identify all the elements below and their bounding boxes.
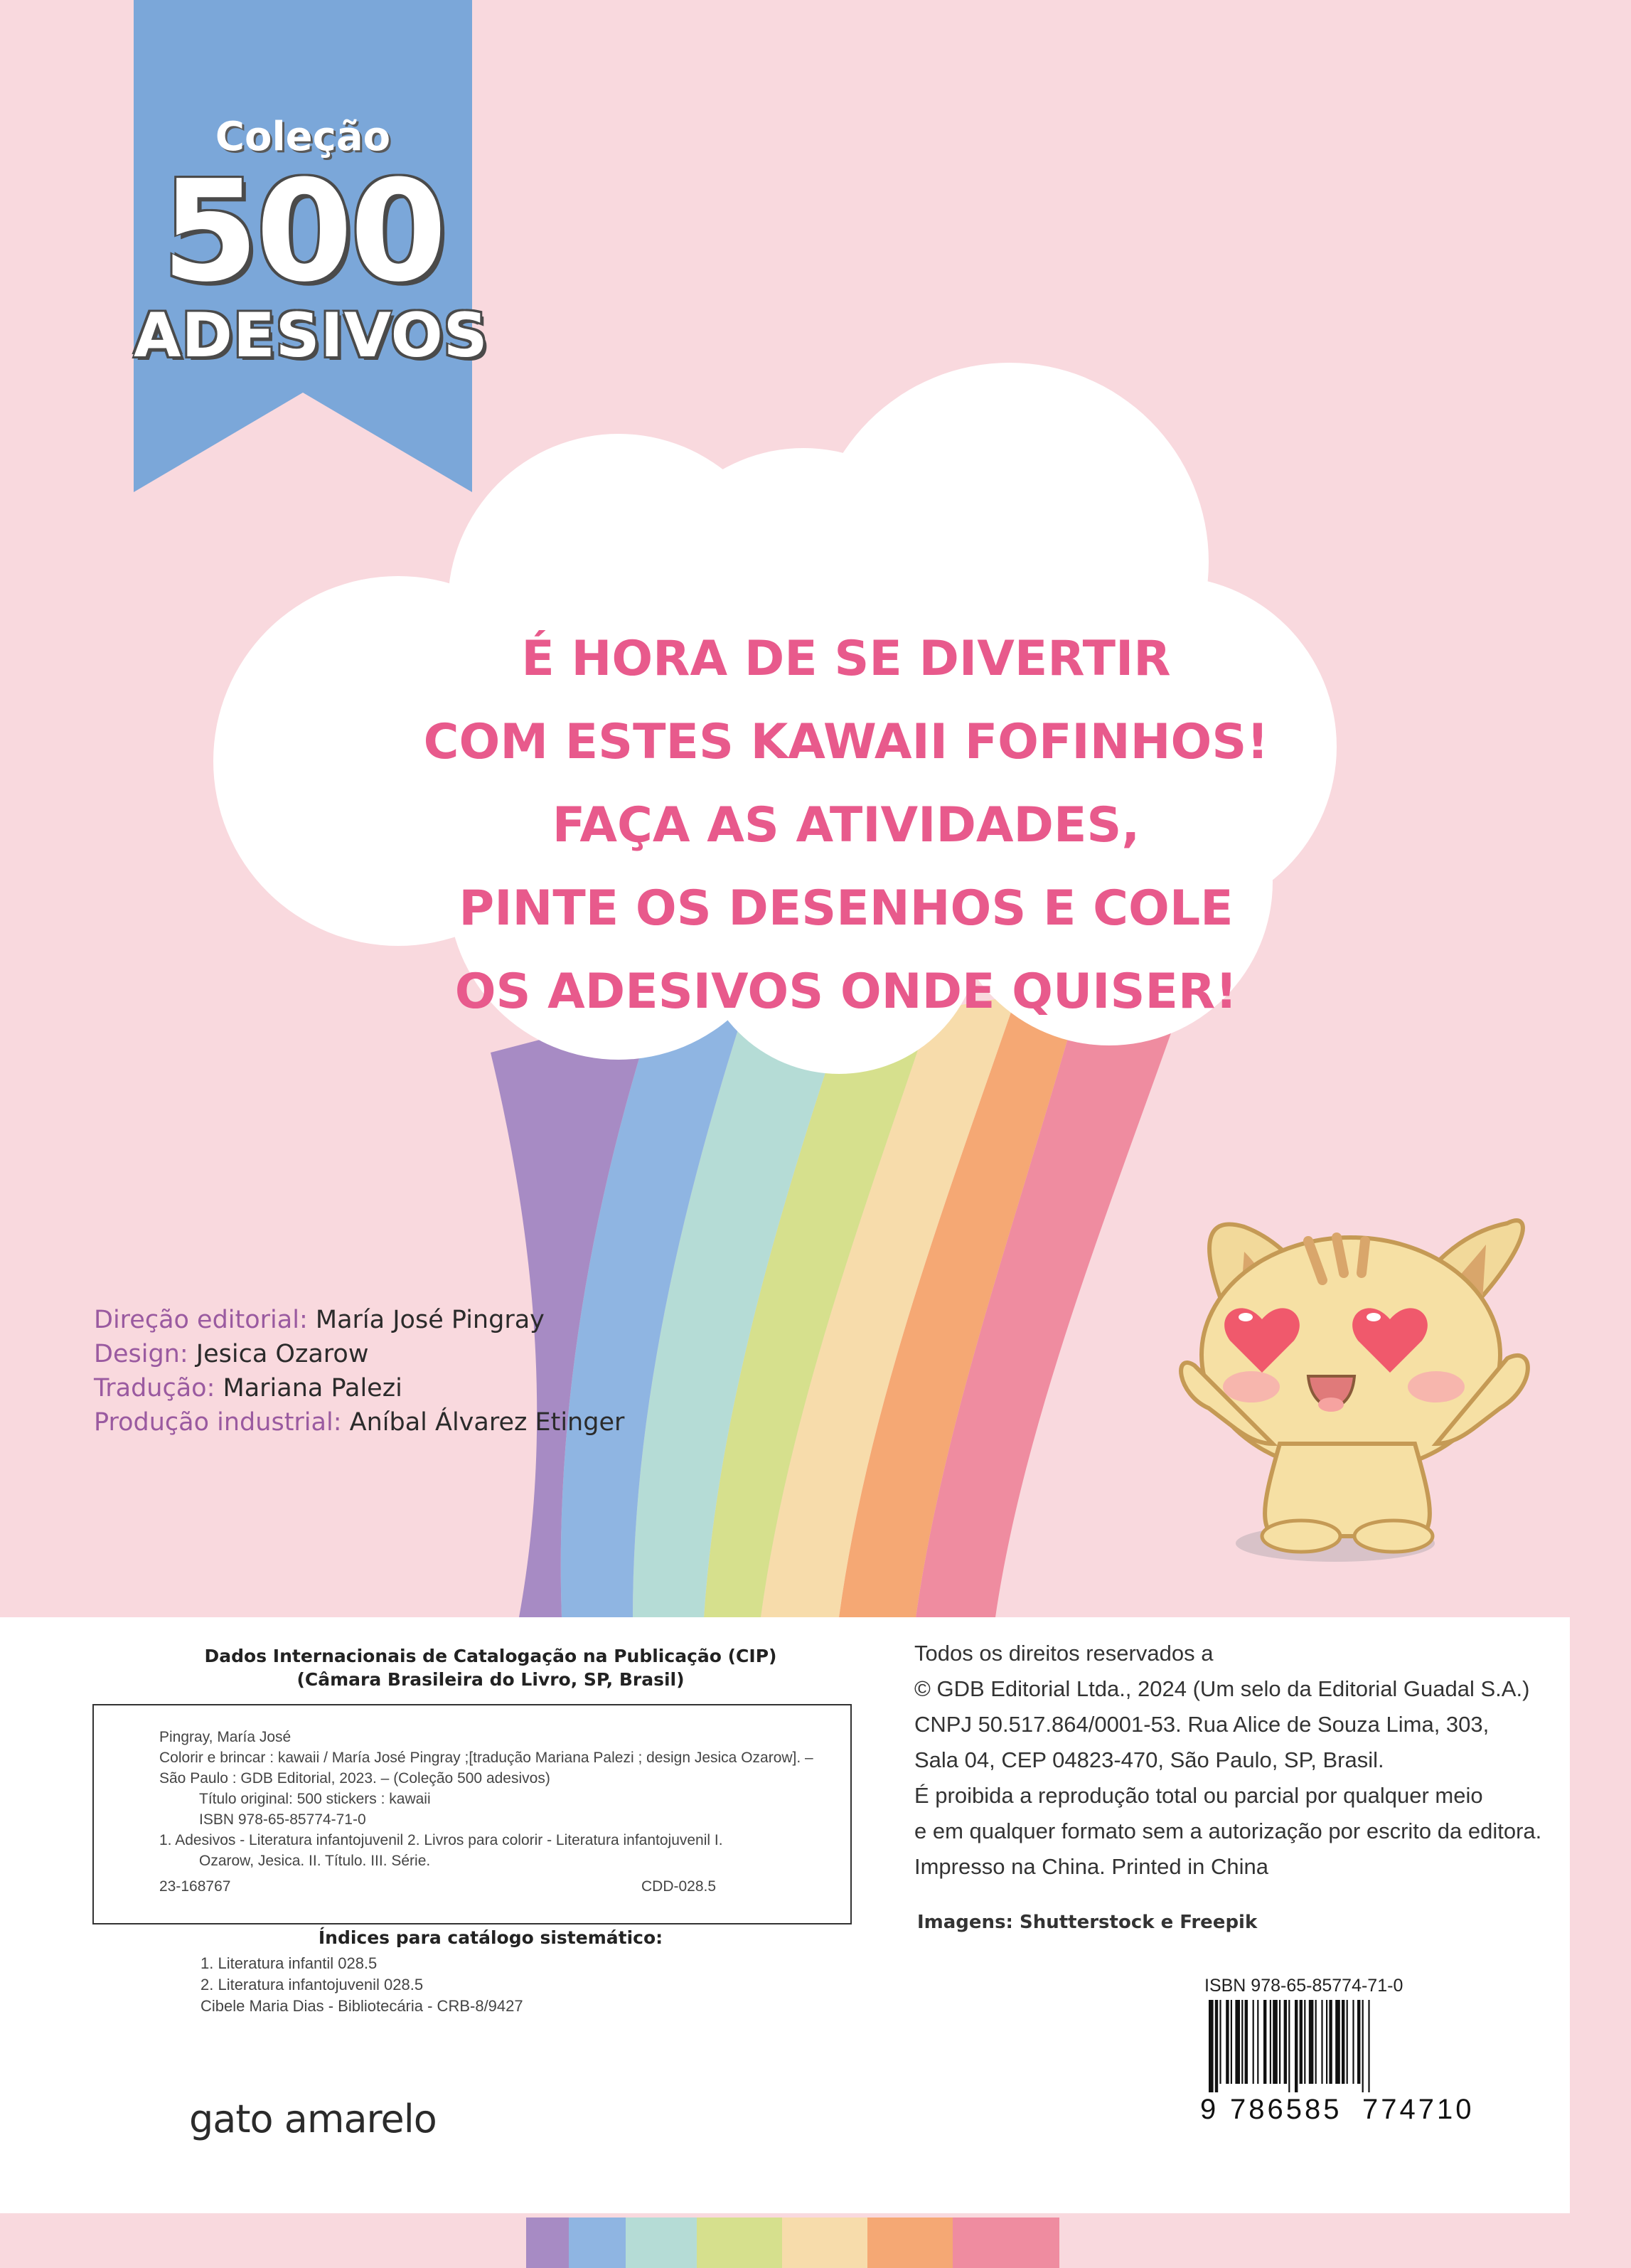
cip-record-box xyxy=(92,1704,852,1924)
rights-line: e em qualquer formato sem a autorização por escrito da editora. xyxy=(914,1819,1542,1843)
barcode-bar xyxy=(1335,2000,1340,2084)
isbn-label: ISBN 978-65-85774-71-0 xyxy=(1204,1976,1403,1996)
barcode-bar xyxy=(1300,2000,1303,2084)
rights-line: © GDB Editorial Ltda., 2024 (Um selo da Editorial Guadal S.A.) xyxy=(914,1676,1530,1701)
barcode-bar xyxy=(1231,2000,1232,2084)
barcode-bar xyxy=(1235,2000,1240,2084)
barcode-digit-first: 9 xyxy=(1200,2094,1216,2125)
barcode-bar xyxy=(1209,2000,1214,2092)
rights-line: CNPJ 50.517.864/0001-53. Rua Alice de Souza Lima, 303, xyxy=(914,1712,1490,1737)
barcode-bar xyxy=(1279,2000,1280,2084)
headline-line: É HORA DE SE DIVERTIR xyxy=(521,631,1171,687)
barcode-bar xyxy=(1241,2000,1243,2084)
cip-title-1: Dados Internacionais de Catalogação na Publicação (CIP) xyxy=(204,1646,777,1666)
credit-row xyxy=(94,1303,624,1337)
barcode-bar xyxy=(1263,2000,1266,2084)
rights-line: É proibida a reprodução total ou parcial por qualquer meio xyxy=(914,1783,1483,1808)
cip-title-2: (Câmara Brasileira do Livro, SP, Brasil) xyxy=(296,1669,685,1690)
barcode-bar xyxy=(1342,2000,1344,2084)
credit-row xyxy=(94,1371,624,1405)
barcode-bar xyxy=(1270,2000,1271,2084)
index-heading: Índices para catálogo sistemático: xyxy=(318,1927,663,1948)
cip-line: Colorir e brincar : kawaii / María José Pingray ;[tradução Mariana Palezi ; design Jesica Ozarow]. – xyxy=(159,1750,813,1766)
kawaii-cat-illustration xyxy=(1181,1220,1528,1552)
barcode-bar xyxy=(1215,2000,1218,2092)
barcode-bar xyxy=(1219,2000,1221,2084)
barcode-bar xyxy=(1304,2000,1305,2084)
barcode-bar xyxy=(1257,2000,1258,2084)
cip-original-title: Título original: 500 stickers : kawaii xyxy=(199,1791,431,1807)
barcode-bar xyxy=(1273,2000,1278,2084)
rights-line: Todos os direitos reservados a xyxy=(914,1641,1214,1666)
cip-subjects: Ozarow, Jesica. II. Título. III. Série. xyxy=(199,1853,431,1869)
isbn-barcode xyxy=(1200,2000,1506,2092)
credit-row xyxy=(94,1405,624,1439)
headline-line: PINTE OS DESENHOS E COLE xyxy=(459,880,1234,937)
barcode-bar xyxy=(1226,2000,1229,2084)
cip-code: 23-168767 xyxy=(159,1878,231,1895)
cloud-headline xyxy=(384,617,1308,1033)
cip-cdd: CDD-028.5 xyxy=(641,1878,717,1895)
barcode-digits-left: 786585 xyxy=(1230,2094,1342,2125)
barcode-bar xyxy=(1329,2000,1332,2084)
cip-line: São Paulo : GDB Editorial, 2023. – (Coleção 500 adesivos) xyxy=(159,1770,550,1787)
barcode-bar xyxy=(1309,2000,1314,2084)
credit-label: Direção editorial: xyxy=(94,1306,308,1334)
barcode-bar xyxy=(1368,2000,1369,2092)
librarian-credit: Cibele Maria Dias - Bibliotecária - CRB-8/9427 xyxy=(200,1997,523,2015)
barcode-bar xyxy=(1362,2000,1364,2092)
barcode-bar xyxy=(1352,2000,1354,2084)
barcode-bar xyxy=(1326,2000,1327,2084)
headline-line: FAÇA AS ATIVIDADES, xyxy=(552,797,1140,853)
cip-author: Pingray, María José xyxy=(159,1729,292,1745)
images-credit: Imagens: Shutterstock e Freepik xyxy=(917,1912,1258,1933)
credit-value: Aníbal Álvarez Etinger xyxy=(349,1408,625,1437)
rights-line: Sala 04, CEP 04823-470, São Paulo, SP, Brasil. xyxy=(914,1747,1384,1772)
barcode-bar xyxy=(1253,2000,1254,2084)
barcode-bar xyxy=(1245,2000,1248,2084)
rainbow-bottom xyxy=(0,2213,1631,2268)
credit-label: Design: xyxy=(94,1340,188,1368)
barcode-bar xyxy=(1288,2000,1290,2092)
rights-line: Impresso na China. Printed in China xyxy=(914,1854,1268,1879)
ribbon-adesivos: ADESIVOS xyxy=(134,300,488,371)
headline-line: COM ESTES KAWAII FOFINHOS! xyxy=(423,714,1269,770)
publisher-logo-text: gato amarelo xyxy=(189,2097,437,2141)
barcode-bar xyxy=(1321,2000,1322,2084)
credit-label: Tradução: xyxy=(94,1374,215,1402)
rights-notice xyxy=(914,1636,1541,1885)
index-item: 1. Literatura infantil 028.5 xyxy=(200,1954,378,1972)
credit-row xyxy=(94,1337,624,1371)
barcode-digits-right: 774710 xyxy=(1362,2094,1475,2125)
credit-value: María José Pingray xyxy=(315,1306,545,1334)
index-item: 2. Literatura infantojuvenil 028.5 xyxy=(200,1976,424,1993)
credits-list xyxy=(94,1303,624,1439)
barcode-bar xyxy=(1347,2000,1348,2084)
headline-line: OS ADESIVOS ONDE QUISER! xyxy=(454,964,1238,1020)
cip-isbn: ISBN 978-65-85774-71-0 xyxy=(199,1811,366,1828)
ribbon-number: 500 xyxy=(161,151,444,313)
credit-value: Jesica Ozarow xyxy=(196,1340,369,1368)
barcode-bar xyxy=(1284,2000,1287,2084)
barcode-bar xyxy=(1315,2000,1317,2084)
cip-heading xyxy=(100,1644,882,1691)
barcode-bar xyxy=(1295,2000,1298,2092)
credit-label: Produção industrial: xyxy=(94,1408,342,1437)
credit-value: Mariana Palezi xyxy=(223,1374,402,1402)
ribbon-colecao: Coleção xyxy=(215,114,391,160)
barcode-bar xyxy=(1357,2000,1360,2084)
index-list xyxy=(200,1953,523,2017)
cip-subjects: 1. Adesivos - Literatura infantojuvenil 2. Livros para colorir - Literatura infantojuvenil I. xyxy=(159,1832,723,1848)
